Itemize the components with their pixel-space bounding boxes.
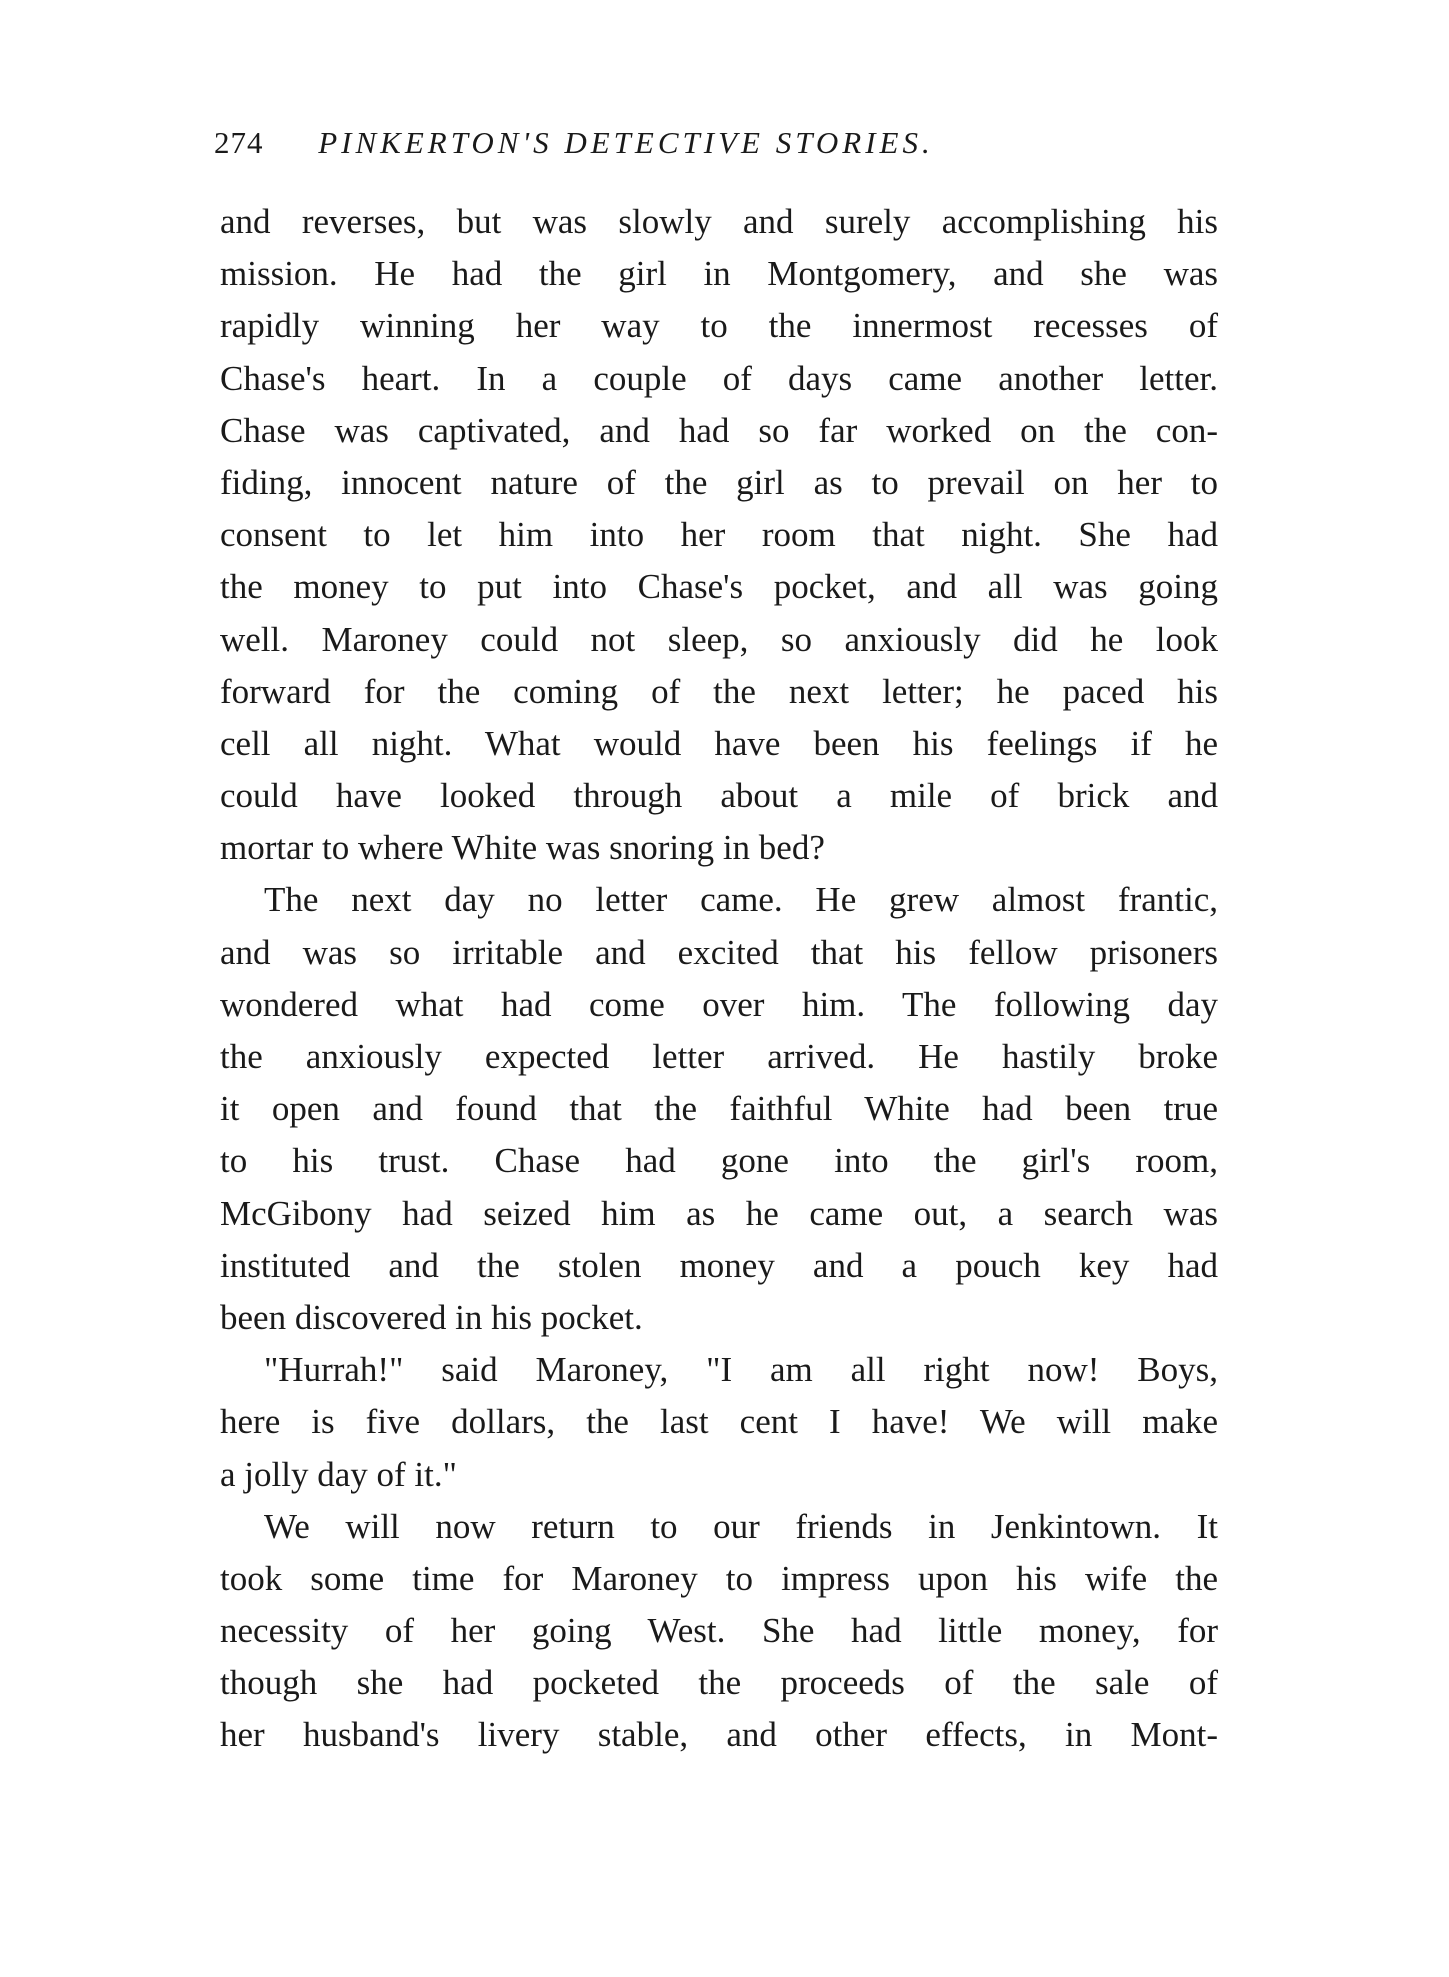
text-line: rapidly winning her way to the innermost recesses of — [220, 306, 1218, 346]
page-header — [214, 118, 1214, 168]
text-line: instituted and the stolen money and a pouch key had — [220, 1245, 1218, 1285]
text-line: fiding, innocent nature of the girl as to prevail on her to — [220, 462, 1218, 502]
text-line: forward for the coming of the next letter; he paced his — [220, 671, 1218, 711]
body-text — [220, 196, 1218, 1762]
text-line: took some time for Maroney to impress upon his wife the — [220, 1558, 1218, 1598]
text-line: the money to put into Chase's pocket, and all was going — [220, 567, 1218, 607]
text-line: cell all night. What would have been his feelings if he — [220, 723, 1218, 763]
paragraph — [220, 1501, 1218, 1762]
text-line: though she had pocketed the proceeds of the sale of — [220, 1663, 1218, 1703]
text-line: the anxiously expected letter arrived. He hastily broke — [220, 1037, 1218, 1076]
text-line: mortar to where White was snoring in bed? — [220, 828, 825, 868]
text-line: been discovered in his pocket. — [220, 1297, 643, 1337]
paragraph — [220, 874, 1218, 1344]
text-line: necessity of her going West. She had little money, for — [220, 1611, 1218, 1651]
text-line: and reverses, but was slowly and surely accomplishing his — [220, 202, 1218, 241]
text-line: could have looked through about a mile of brick and — [220, 776, 1218, 816]
paragraph — [220, 1344, 1218, 1501]
text-line: well. Maroney could not sleep, so anxiously did he look — [220, 619, 1218, 659]
text-line: her husband's livery stable, and other effects, in Mont- — [220, 1715, 1218, 1755]
text-line: mission. He had the girl in Montgomery, and she was — [220, 254, 1218, 294]
text-line: consent to let him into her room that night. She had — [220, 515, 1218, 555]
text-line: here is five dollars, the last cent I have! We will make — [220, 1402, 1218, 1442]
text-line: to his trust. Chase had gone into the girl's room, — [220, 1141, 1218, 1181]
text-line: The next day no letter came. He grew almost frantic, — [264, 880, 1218, 920]
text-line: wondered what had come over him. The following day — [220, 984, 1218, 1024]
page-number: 274 — [214, 125, 264, 160]
running-title: PINKERTON'S DETECTIVE STORIES. — [318, 125, 934, 160]
paragraph — [220, 196, 1218, 874]
text-line: McGibony had seized him as he came out, a search was — [220, 1193, 1218, 1233]
text-line: "Hurrah!" said Maroney, "I am all right now! Boys, — [264, 1350, 1218, 1390]
text-line: it open and found that the faithful White had been true — [220, 1089, 1218, 1129]
text-line: We will now return to our friends in Jenkintown. It — [264, 1506, 1218, 1546]
text-line: Chase's heart. In a couple of days came another letter. — [220, 358, 1218, 398]
text-line: and was so irritable and excited that his fellow prisoners — [220, 932, 1218, 972]
text-line: a jolly day of it." — [220, 1454, 457, 1494]
text-line: Chase was captivated, and had so far worked on the con- — [220, 410, 1218, 450]
